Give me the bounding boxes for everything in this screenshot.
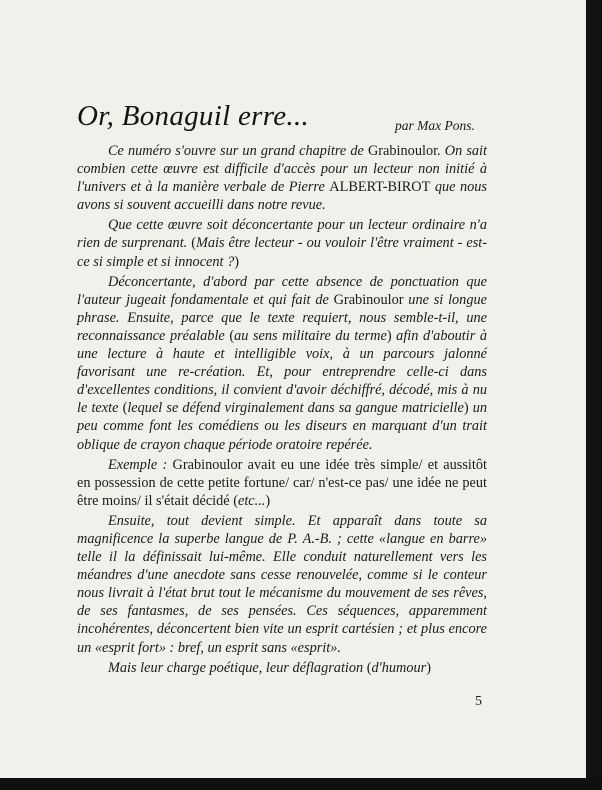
text-run: Exemple : xyxy=(108,456,168,473)
article-title: Or, Bonaguil erre... xyxy=(77,100,310,132)
text-run: ( xyxy=(233,492,238,509)
text-run: que nous avons si souvent accueilli dans notre revue. xyxy=(77,179,487,214)
text-run: ) xyxy=(265,492,271,509)
text-run: Déconcertante, d'abord par cette absence de ponctuation que l'auteur jugeait fondamentale et qui fait de xyxy=(77,273,487,308)
text-run: etc... xyxy=(237,492,266,509)
text-run: au sens militaire du terme xyxy=(234,327,387,344)
text-run: d'humour xyxy=(371,659,427,676)
scan-edge-bottom xyxy=(0,778,602,790)
paragraph xyxy=(77,456,487,510)
text-run: Grabinoulor avait eu une idée très simple/ et aussitôt en possession de cette petite fortune/ car/ n'est-ce pas/ une idée ne peut être moins/ il s'était décidé xyxy=(77,456,487,509)
text-run: lequel se défend virginalement dans sa gangue matricielle xyxy=(127,400,464,417)
text-run: ( xyxy=(229,327,235,344)
paragraph xyxy=(77,216,487,270)
paragraph xyxy=(77,512,487,657)
scan-edge-right xyxy=(586,0,602,790)
text-run: Mais être lecteur - ou vouloir l'être vraiment - est-ce si simple et si innocent ? xyxy=(77,235,487,270)
text-run: ( xyxy=(366,659,372,676)
page-number: 5 xyxy=(475,694,482,709)
text-run: On sait combien cette œuvre est difficile d'accès pour un lecteur non initié à l'univers et à la manière verbale de Pierre xyxy=(77,143,488,196)
paragraph xyxy=(77,659,487,677)
article-body xyxy=(77,142,487,677)
text-run: afin d'aboutir à une lecture à haute et intelligible voix, à un parcours jalonné favorisant une re-création. Et, pour entreprendre celle-ci dans d'excellentes conditions, il convient d'avoir déchiffré, décodé, mis à nu le texte xyxy=(77,327,487,417)
text-run: ) xyxy=(234,253,239,270)
article-byline: par Max Pons. xyxy=(395,118,475,133)
text-run: ) xyxy=(463,400,469,417)
text-run: Que cette œuvre soit déconcertante pour un lecteur ordinaire n'a rien de surprenant. xyxy=(77,217,487,252)
text-run: ( xyxy=(191,235,196,252)
text-run: Mais leur charge poétique, leur déflagration xyxy=(108,659,367,676)
text-run: Ensuite, tout devient simple. Et apparaît dans toute sa magnificence la superbe langue de P. A.-B. ; cette «langue en barre» telle il la définissait lui-même. Elle conduit naturellement vers les méandres d'une anecdote sans cesse renouvelée, comme si le conteur nous livrait à l'état brut tout le mécanisme du mouvement de ses rêves, de ses fantasmes, de ses pensées. Ces séquences, apparemment incohérentes, déconcertent bien vite un esprit cartésien ; et plus encore un «esprit fort» : bref, un esprit sans «esprit». xyxy=(77,512,487,656)
text-run: ) xyxy=(386,327,392,344)
paragraph xyxy=(77,142,487,214)
text-run: ALBERT-BIROT xyxy=(329,179,431,196)
text-run: Grabinoulor xyxy=(333,291,404,308)
text-run: Ce numéro s'ouvre sur un grand chapitre de xyxy=(108,143,368,159)
text-run: une si longue phrase. Ensuite, parce que le texte requiert, nous semble-t-il, une reconnaissance préalable xyxy=(77,291,487,344)
text-run: ) xyxy=(426,659,431,676)
paragraph xyxy=(77,273,487,454)
text-run: ( xyxy=(122,400,128,417)
text-run: un peu comme font les comédiens ou les diseurs en marquant d'un trait oblique de crayon chaque période oratoire repérée. xyxy=(77,400,488,453)
text-run: Grabinoulor. xyxy=(367,143,441,159)
